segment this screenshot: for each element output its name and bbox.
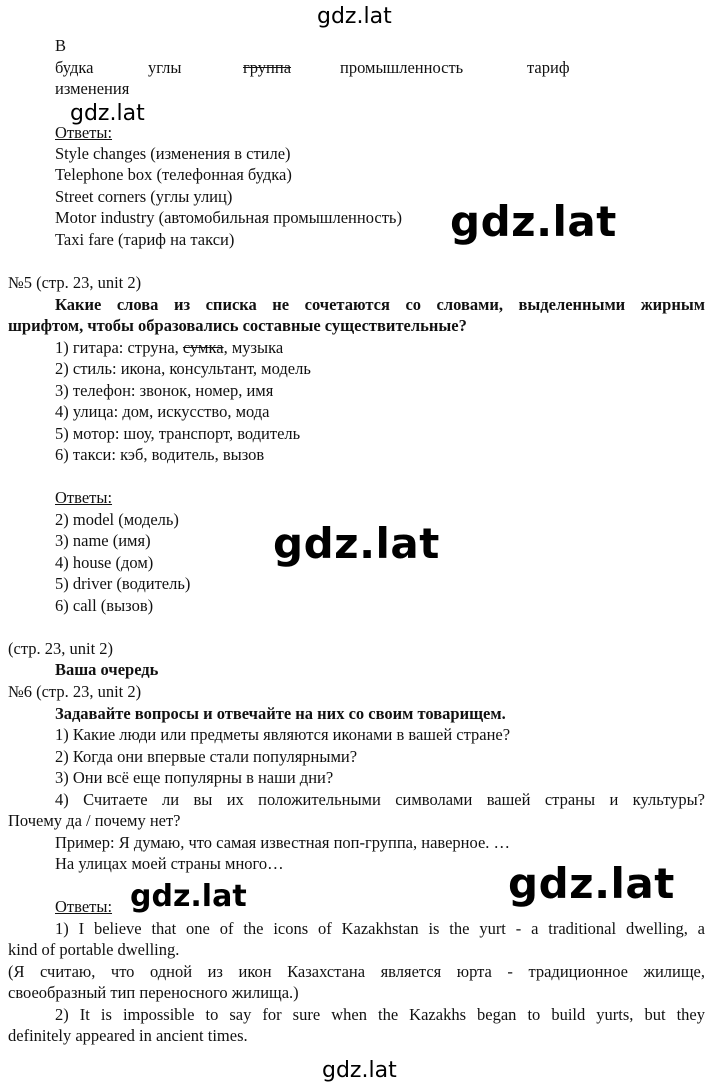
answer-line: 4) house (дом): [55, 553, 154, 572]
watermark-top: gdz.lat: [317, 4, 392, 29]
answer-2-line1: 2) It is impossible to say for sure when the Kazakhs began to build yurts, but they: [55, 1005, 705, 1024]
answers-heading-1: Ответы:: [55, 123, 113, 142]
item-text: , музыка: [223, 338, 284, 357]
answer-line: Telephone box (телефонная будка): [55, 165, 292, 184]
answer-2-line2: definitely appeared in ancient times.: [8, 1026, 248, 1045]
word-3-struck: группа: [243, 58, 292, 77]
exercise-6-number: №6 (стр. 23, unit 2): [8, 682, 142, 701]
item-text: 1) гитара: струна,: [55, 338, 179, 357]
exercise-6-question-4-line2: Почему да / почему нет?: [8, 811, 181, 830]
exercise-5-task-line1: Какие слова из списка не сочетаются со словами, выделенными жирным: [55, 295, 705, 314]
exercise-5-item: 6) такси: кэб, водитель, вызов: [55, 445, 265, 464]
answer-line: Street corners (углы улиц): [55, 187, 233, 206]
word-5: тариф: [527, 58, 570, 77]
exercise-6-question-4-line1: 4) Считаете ли вы их положительными символами вашей страны и культуры?: [55, 790, 705, 809]
answer-line: 5) driver (водитель): [55, 574, 191, 593]
answer-line: Style changes (изменения в стиле): [55, 144, 291, 163]
turn-ref: (стр. 23, unit 2): [8, 639, 114, 658]
answer-1-ru-line2: своеобразный тип переносного жилища.): [8, 983, 299, 1002]
exercise-6-example-line1: Пример: Я думаю, что самая известная поп-группа, наверное. …: [55, 833, 511, 852]
exercise-5-item: 5) мотор: шоу, транспорт, водитель: [55, 424, 301, 443]
exercise-5-item: 3) телефон: звонок, номер, имя: [55, 381, 274, 400]
answer-line: 2) model (модель): [55, 510, 179, 529]
exercise-6-question: 3) Они всё еще популярны в наши дни?: [55, 768, 334, 787]
watermark-big-2: gdz.lat: [273, 519, 440, 568]
answers-heading-3: Ответы:: [55, 897, 113, 916]
exercise-6-question: 1) Какие люди или предметы являются иконами в вашей стране?: [55, 725, 511, 744]
word-2: углы: [148, 58, 182, 77]
exercise-5-item: 2) стиль: икона, консультант, модель: [55, 359, 311, 378]
exercise-5-number: №5 (стр. 23, unit 2): [8, 273, 142, 292]
answers-heading-2: Ответы:: [55, 488, 113, 507]
watermark-small-1: gdz.lat: [70, 101, 145, 126]
word-6: изменения: [55, 79, 130, 98]
answer-line: 3) name (имя): [55, 531, 151, 550]
turn-title: Ваша очередь: [55, 660, 159, 679]
answer-1-line1: 1) I believe that one of the icons of Kazakhstan is the yurt - a traditional dwelling, a: [55, 919, 705, 938]
watermark-medium: gdz.lat: [130, 879, 247, 914]
answer-1-line2: kind of portable dwelling.: [8, 940, 180, 959]
exercise-6-example-line2: На улицах моей страны много…: [55, 854, 284, 873]
exercise-5-item-1: [55, 337, 283, 359]
exercise-6-question: 2) Когда они впервые стали популярными?: [55, 747, 358, 766]
word-1: будка: [55, 58, 94, 77]
exercise-5-task-line2: шрифтом, чтобы образовались составные существительные?: [8, 316, 467, 335]
answer-line: 6) call (вызов): [55, 596, 154, 615]
answer-line: Motor industry (автомобильная промышленность): [55, 208, 402, 227]
struck-word: сумка: [182, 338, 224, 357]
answer-1-ru-line1: (Я считаю, что одной из икон Казахстана является юрта - традиционное жилище,: [8, 962, 705, 981]
section-letter: В: [55, 36, 67, 55]
exercise-6-task: Задавайте вопросы и отвечайте на них со своим товарищем.: [55, 704, 506, 723]
exercise-5-item: 4) улица: дом, искусство, мода: [55, 402, 270, 421]
word-4: промышленность: [340, 58, 464, 77]
watermark-big-1: gdz.lat: [450, 197, 617, 246]
watermark-bottom: gdz.lat: [322, 1058, 397, 1083]
watermark-big-3: gdz.lat: [508, 859, 675, 908]
answer-line: Taxi fare (тариф на такси): [55, 230, 235, 249]
